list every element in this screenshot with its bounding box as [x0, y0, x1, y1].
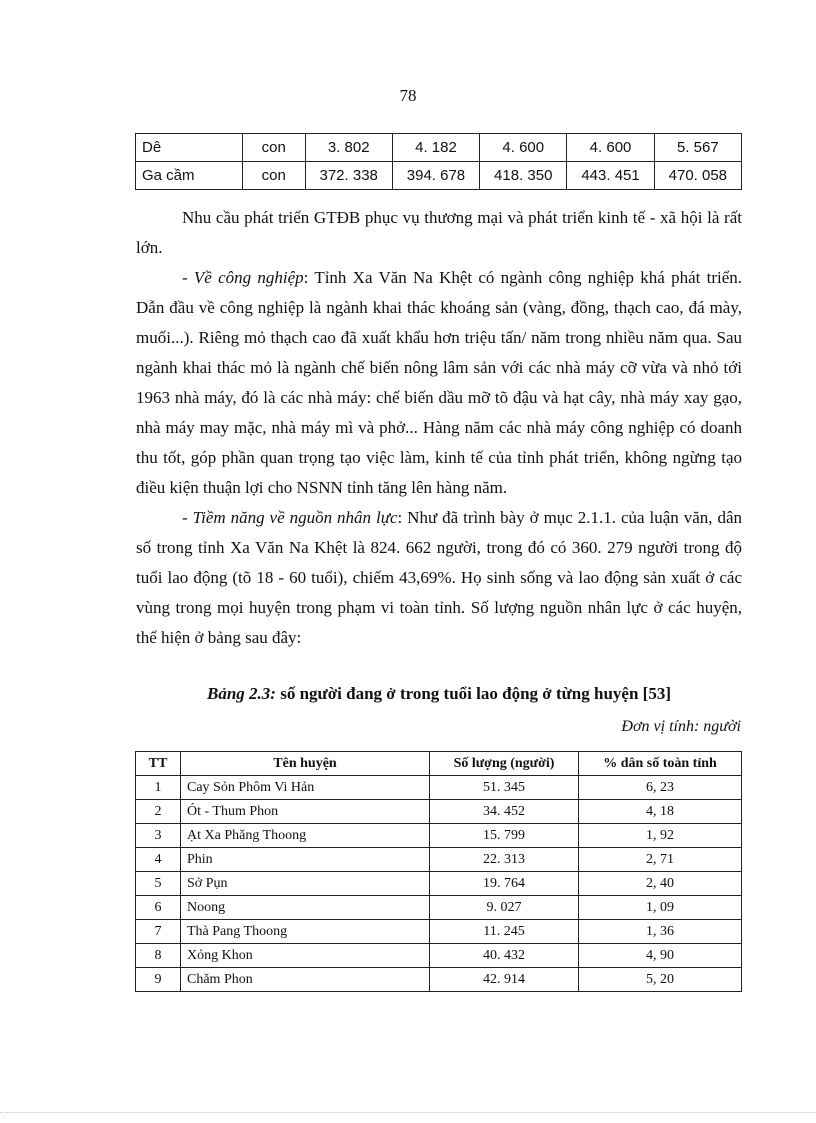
- district-count: 11. 245: [430, 920, 579, 944]
- district-count: 51. 345: [430, 776, 579, 800]
- district-percent: 2, 40: [579, 872, 742, 896]
- livestock-value: 443. 451: [567, 162, 654, 190]
- livestock-value: 470. 058: [654, 162, 741, 190]
- livestock-value: 4. 600: [567, 134, 654, 162]
- table-row: [136, 920, 742, 944]
- district-name: Noong: [181, 896, 430, 920]
- table-row: [136, 776, 742, 800]
- livestock-value: 3. 802: [305, 134, 392, 162]
- table-row: [136, 944, 742, 968]
- livestock-name: Ga cầm: [136, 162, 243, 190]
- body-text: [136, 203, 742, 653]
- district-name: Phin: [181, 848, 430, 872]
- district-count: 19. 764: [430, 872, 579, 896]
- district-percent: 6, 23: [579, 776, 742, 800]
- table-row: [136, 848, 742, 872]
- page-number: 78: [399, 86, 417, 105]
- livestock-value: 5. 567: [654, 134, 741, 162]
- district-percent: 1, 92: [579, 824, 742, 848]
- row-index: 8: [136, 944, 181, 968]
- table-caption: [136, 684, 742, 704]
- row-index: 6: [136, 896, 181, 920]
- district-name: Xỏng Khon: [181, 944, 430, 968]
- district-name: Thà Pang Thoong: [181, 920, 430, 944]
- livestock-value: 394. 678: [392, 162, 479, 190]
- table-row: [136, 968, 742, 992]
- district-name: Cay Sỏn Phôm Vi Hản: [181, 776, 430, 800]
- column-header: TT: [136, 752, 181, 776]
- district-percent: 4, 90: [579, 944, 742, 968]
- district-count: 34. 452: [430, 800, 579, 824]
- district-count: 15. 799: [430, 824, 579, 848]
- district-count: 40. 432: [430, 944, 579, 968]
- table-row: [136, 872, 742, 896]
- unit-note: Đơn vị tính: người: [621, 718, 741, 735]
- table-row: [136, 896, 742, 920]
- district-count: 42. 914: [430, 968, 579, 992]
- paragraph-industry: [136, 263, 742, 503]
- district-count: 9. 027: [430, 896, 579, 920]
- district-percent: 1, 36: [579, 920, 742, 944]
- district-name: Ót - Thum Phon: [181, 800, 430, 824]
- table-row: [136, 824, 742, 848]
- district-name: Sở Pụn: [181, 872, 430, 896]
- table-header-row: [136, 752, 742, 776]
- row-index: 7: [136, 920, 181, 944]
- column-header: Số lượng (người): [430, 752, 579, 776]
- livestock-value: 4. 182: [392, 134, 479, 162]
- table-row: [136, 134, 742, 162]
- livestock-value: 372. 338: [305, 162, 392, 190]
- caption-text: số người đang ở trong tuổi lao động ở từng huyện [53]: [275, 684, 671, 703]
- row-index: 2: [136, 800, 181, 824]
- district-percent: 4, 18: [579, 800, 742, 824]
- caption-label: Bảng 2.3:: [207, 684, 276, 703]
- livestock-value: 418. 350: [480, 162, 567, 190]
- row-index: 5: [136, 872, 181, 896]
- table-row: [136, 162, 742, 190]
- district-percent: 1, 09: [579, 896, 742, 920]
- livestock-table: [135, 133, 742, 190]
- row-index: 4: [136, 848, 181, 872]
- livestock-unit: con: [242, 162, 305, 190]
- district-name: Chăm Phon: [181, 968, 430, 992]
- row-index: 9: [136, 968, 181, 992]
- paragraph-body: : Như đã trình bày ở mục 2.1.1. của luận văn, dân số trong tỉnh Xa Văn Na Khệt là 824. 662 người, trong đó có 360. 279 người trong độ tuổi lao động (tõ 18 - 60 tuổi), chiếm 43,69%. Họ sinh sống và lao động sản xuất ở các vùng trong mọi huyện trong phạm vi toàn tỉnh. Số lượng nguồn nhân lực ở các huyện, thể hiện ở bảng sau đây:: [136, 508, 742, 647]
- paragraph-lead: - Tiềm năng về nguồn nhân lực: [182, 508, 398, 527]
- column-header: Tên huyện: [181, 752, 430, 776]
- livestock-name: Dê: [136, 134, 243, 162]
- table-row: [136, 800, 742, 824]
- paragraph-body: : Tỉnh Xa Văn Na Khệt có ngành công nghiệp khá phát triển. Dẫn đầu về công nghiệp là ngành khai thác khoáng sản (vàng, đồng, thạch cao, đá mày, muối...). Riêng mỏ thạch cao đã xuất khẩu hơn triệu tấn/ năm trong nhiều năm qua. Sau ngành khai thác mỏ là ngành chế biến nông lâm sản với các nhà máy cỡ vừa và nhỏ tới 1963 nhà máy, đó là các nhà máy: chế biến dầu mỡ tõ đậu và hạt cây, nhà máy xay gạo, nhà máy may mặc, nhà máy mì và phở... Hàng năm các nhà máy công nghiệp có doanh thu tốt, góp phần quan trọng tạo việc làm, kinh tế của tỉnh phát triển, không ngừng tạo điều kiện thuận lợi cho NSNN tỉnh tăng lên hàng năm.: [136, 268, 742, 497]
- paragraph-lead: - Về công nghiệp: [182, 268, 304, 287]
- paragraph-labor: [136, 503, 742, 653]
- livestock-value: 4. 600: [480, 134, 567, 162]
- row-index: 1: [136, 776, 181, 800]
- district-percent: 2, 71: [579, 848, 742, 872]
- district-table: [135, 751, 742, 992]
- district-count: 22. 313: [430, 848, 579, 872]
- district-percent: 5, 20: [579, 968, 742, 992]
- livestock-unit: con: [242, 134, 305, 162]
- column-header: % dân số toàn tỉnh: [579, 752, 742, 776]
- district-name: Ạt Xa Phăng Thoong: [181, 824, 430, 848]
- page-bottom-divider: [0, 1112, 816, 1113]
- row-index: 3: [136, 824, 181, 848]
- paragraph-transport: Nhu cầu phát triển GTĐB phục vụ thương mại và phát triển kinh tế - xã hội là rất lớn.: [136, 208, 742, 257]
